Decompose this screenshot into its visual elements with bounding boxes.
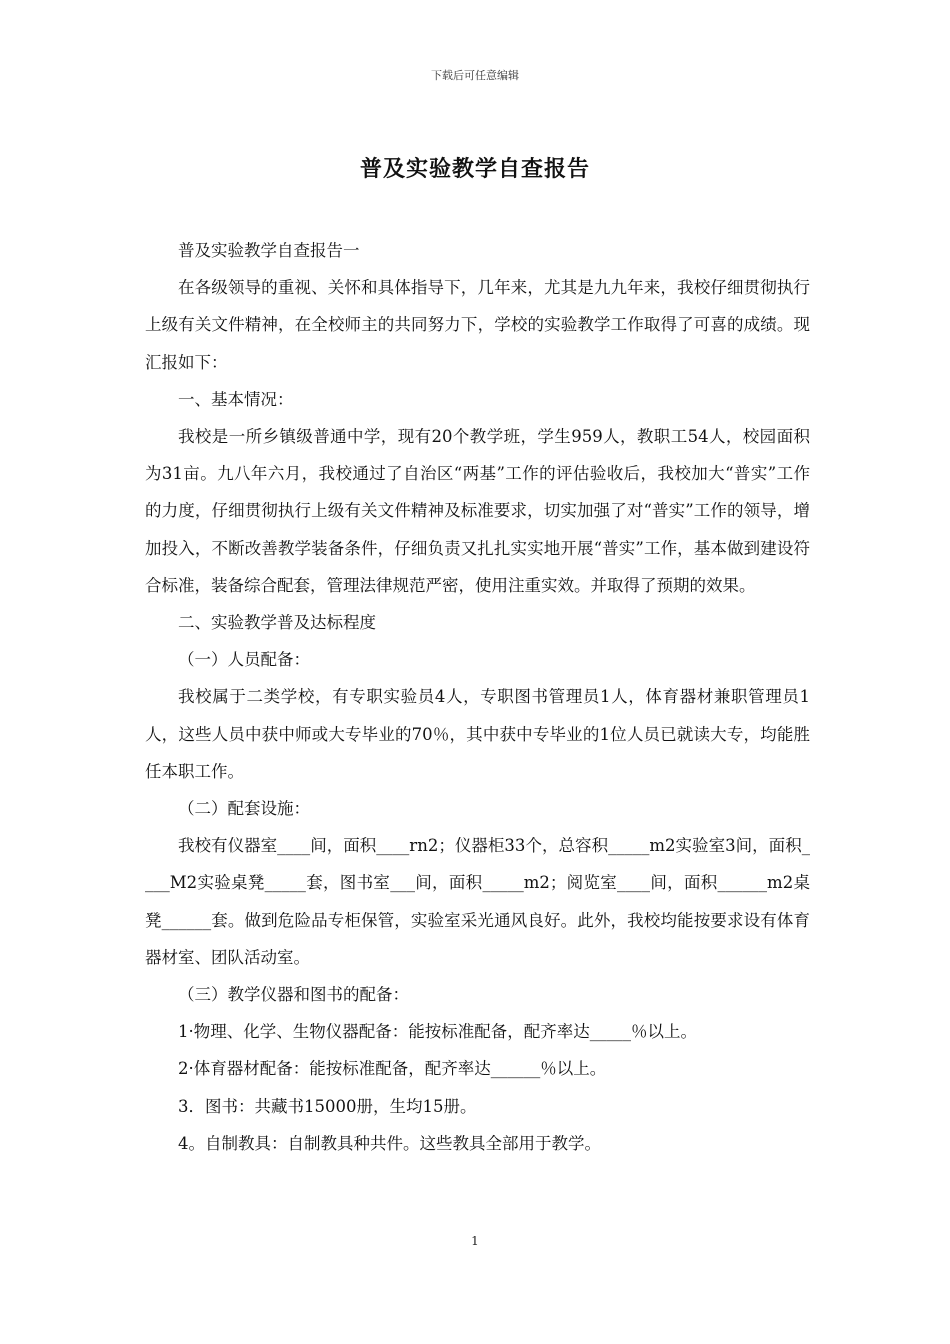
list-item-books: 3．图书：共藏书15000册，生均15册。 <box>178 1096 477 1116</box>
page-number: 1 <box>471 1234 479 1248</box>
paragraph-staffing: 我校属于二类学校，有专职实验员4人，专职图书管理员1人，体育器材兼职管理员1人，这些人员中获中师或大专毕业的70％，其中获中专毕业的1位人员已就读大专，均能胜任本职工作。 <box>145 687 810 781</box>
paragraph-subtitle: 普及实验教学自查报告一 <box>178 241 360 260</box>
list-item-teaching-aids: 4。自制教具：自制教具种共件。这些教具全部用于教学。 <box>178 1133 601 1153</box>
list-item-lab-equipment: 1·物理、化学、生物仪器配备：能按标准配备，配齐率达_____％以上。 <box>178 1022 697 1042</box>
subsection-heading-equipment: （三）教学仪器和图书的配备： <box>178 985 409 1005</box>
section-heading-basic-info: 一、基本情况： <box>178 389 294 409</box>
paragraph-basic-info: 我校是一所乡镇级普通中学，现有20个教学班，学生959人，教职工54人，校园面积为31亩。九八年六月，我校通过了自治区“两基”工作的评估验收后，我校加大“普实”工作的力度，仔细贯彻执行上级有关文件精神及标准要求，切实加强了对“普实”工作的领导，增加投入，不断改善教学装备条件，仔细负责又扎扎实实地开展“普实”工作，基本做到建设符合标准，装备综合配套，管理法律规范严密，使用注重实效。并取得了预期的效果。 <box>145 427 810 595</box>
paragraph-facilities: 我校有仪器室____间，面积____rn2；仪器柜33个，总容积_____m2实验室3间，面积____M2实验桌凳_____套，图书室___间，面积_____m2；阅览室____间，面积______m2桌凳______套。做到危险品专柜保管，实验室采光通风良好。此外，我校均能按要求设有体育器材室、团队活动室。 <box>145 836 810 967</box>
list-item-sports-equipment: 2·体育器材配备：能按标准配备，配齐率达______％以上。 <box>178 1059 607 1079</box>
document-title: 普及实验教学自查报告 <box>359 157 590 182</box>
header-note: 下载后可任意编辑 <box>431 69 519 82</box>
subsection-heading-facilities: （二）配套设施： <box>178 799 310 819</box>
subsection-heading-staffing: （一）人员配备： <box>178 650 310 670</box>
document-body <box>145 232 810 1162</box>
paragraph-intro: 在各级领导的重视、关怀和具体指导下，几年来，尤其是九九年来，我校仔细贯彻执行上级有关文件精神，在全校师主的共同努力下，学校的实验教学工作取得了可喜的成绩。现汇报如下： <box>145 278 810 372</box>
section-heading-standards: 二、实验教学普及达标程度 <box>178 613 376 633</box>
